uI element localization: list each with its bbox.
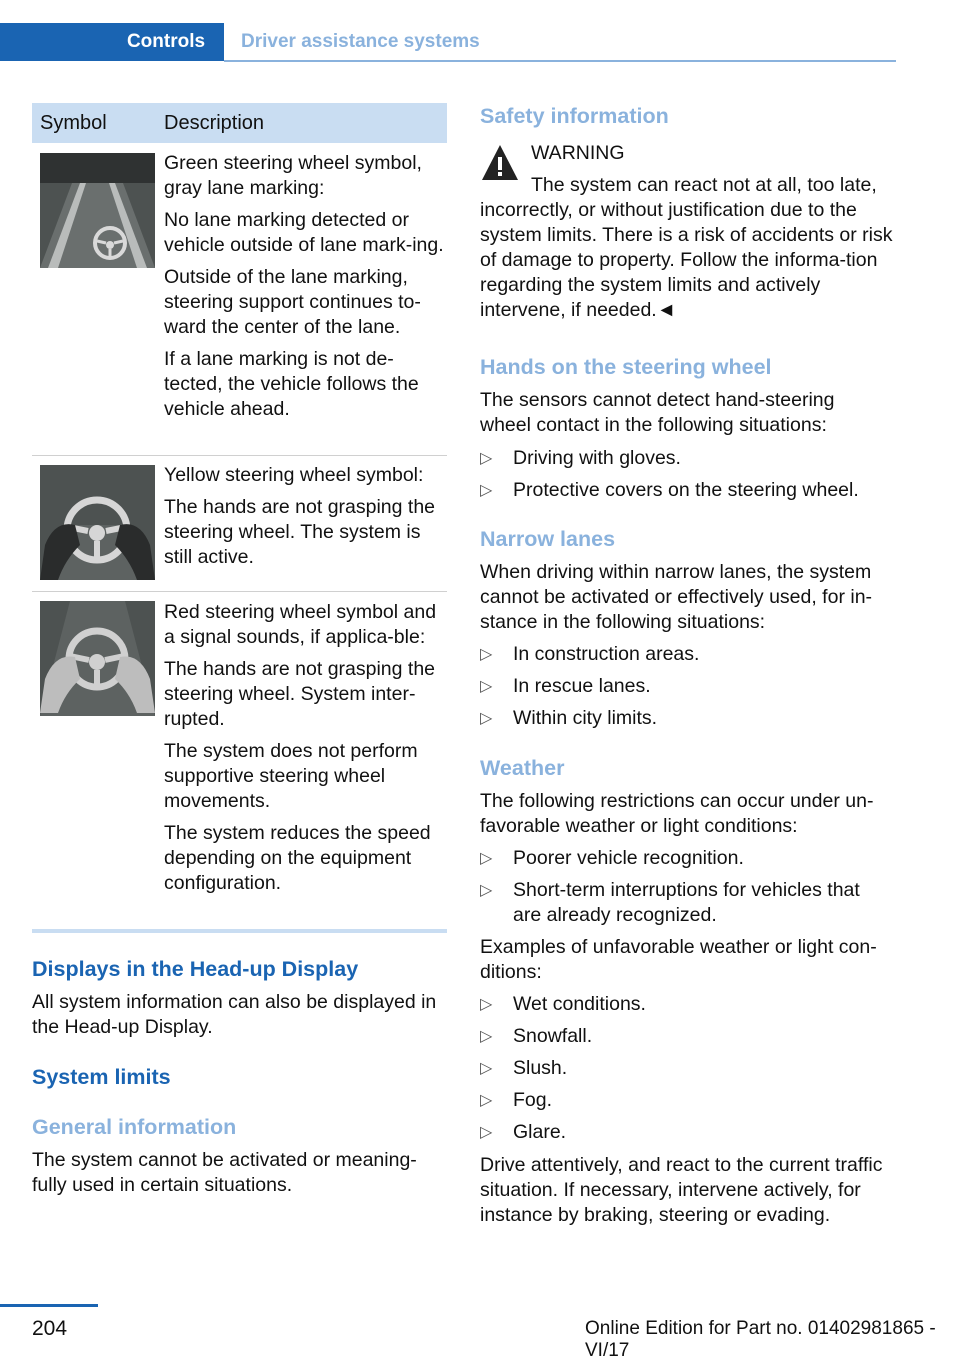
list-item-text: Snowfall. [513,1025,593,1047]
bullet-marker-icon: ▷ [480,482,493,499]
bullet-marker-icon: ▷ [480,678,493,695]
footer-rule [0,1304,98,1307]
yellow-steering-wheel-hands-icon [40,465,155,580]
narrow-lanes-heading: Narrow lanes [480,527,616,551]
row-divider [32,591,447,592]
row-1-description [164,151,447,429]
tab-controls[interactable]: Controls [0,23,224,61]
list-item-text: Protective covers on the steering wheel. [513,479,859,501]
row-3-description [164,600,447,903]
list-item-text: Short-term interruptions for vehicles that are already recognized. [513,879,860,926]
row-3-line-4: The system reduces the speed depending on the equipment configuration. [164,822,431,894]
bullet-marker-icon: ▷ [480,1124,493,1141]
closing-text: Drive attentively, and react to the current traffic situation. If necessary, intervene actively, for instance by braking, steering or evading. [480,1154,883,1226]
row-2-description [164,463,447,577]
table-header [32,103,447,143]
hands-heading: Hands on the steering wheel [480,355,772,379]
bullet-marker-icon: ▷ [480,1060,493,1077]
warning-text: The system can react not at all, too late, incorrectly, or without justification due to the system limits. There is a risk of accidents or risk of damage to property. Follow the informa-tion regarding the system limits and actively intervene, if needed.◄ [480,174,893,321]
narrow-lanes-text: When driving within narrow lanes, the system cannot be activated or effectively used, for in-stance in the following situations: [480,561,873,633]
column-header-symbol: Symbol [40,112,107,134]
safety-heading: Safety information [480,104,669,128]
list-item-text: Within city limits. [513,707,658,729]
list-item-text: Slush. [513,1057,568,1079]
row-3-line-2: The hands are not grasping the steering wheel. System inter-rupted. [164,658,436,730]
examples-text: Examples of unfavorable weather or light con-ditions: [480,936,877,983]
hud-text: All system information can also be displayed in the Head-up Display. [32,991,437,1038]
red-steering-wheel-hands-icon [40,601,155,716]
row-divider [32,455,447,456]
bullet-marker-icon: ▷ [480,850,493,867]
weather-heading: Weather [480,756,565,780]
green-steering-wheel-gray-lane-icon [40,153,155,268]
bullet-marker-icon: ▷ [480,450,493,467]
bullet-marker-icon: ▷ [480,882,493,899]
row-2-line-1: Yellow steering wheel symbol: [164,464,424,486]
header-rule [224,60,896,62]
row-1-line-1: Green steering wheel symbol, gray lane marking: [164,152,422,199]
row-1-line-3: Outside of the lane marking, steering support continues to-ward the center of the lane. [164,266,421,338]
edition-text: Online Edition for Part no. 01402981865 - VI/17 [585,1318,936,1361]
list-item-text: Wet conditions. [513,993,646,1015]
list-item-text: Poorer vehicle recognition. [513,847,744,869]
tab-driver-assistance[interactable]: Driver assistance systems [224,23,896,61]
hud-heading: Displays in the Head-up Display [32,957,359,981]
row-1-line-2: No lane marking detected or vehicle outside of lane mark-ing. [164,209,444,256]
weather-text: The following restrictions can occur under un-favorable weather or light conditions: [480,790,874,837]
page-number: 204 [32,1317,68,1340]
row-3-line-1: Red steering wheel symbol and a signal sounds, if applica-ble: [164,601,437,648]
row-3-line-3: The system does not perform supportive steering wheel movements. [164,740,418,812]
table-bottom-rule [32,929,447,933]
list-item-text: In construction areas. [513,643,700,665]
row-1-line-4: If a lane marking is not de-tected, the vehicle follows the vehicle ahead. [164,348,419,420]
bullet-marker-icon: ▷ [480,1028,493,1045]
list-item-text: Glare. [513,1121,567,1143]
row-2-line-2: The hands are not grasping the steering wheel. The system is still active. [164,496,436,568]
column-header-description: Description [164,112,265,134]
list-item-text: In rescue lanes. [513,675,651,697]
warning-label: WARNING [531,142,625,164]
hands-text: The sensors cannot detect hand-steering wheel contact in the following situations: [480,389,835,436]
bullet-marker-icon: ▷ [480,1092,493,1109]
general-info-text: The system cannot be activated or meaning-fully used in certain situations. [32,1149,417,1196]
bullet-marker-icon: ▷ [480,996,493,1013]
system-limits-heading: System limits [32,1065,171,1089]
list-item-text: Fog. [513,1089,553,1111]
bullet-marker-icon: ▷ [480,710,493,727]
bullet-marker-icon: ▷ [480,646,493,663]
list-item-text: Driving with gloves. [513,447,681,469]
general-info-heading: General information [32,1115,237,1139]
